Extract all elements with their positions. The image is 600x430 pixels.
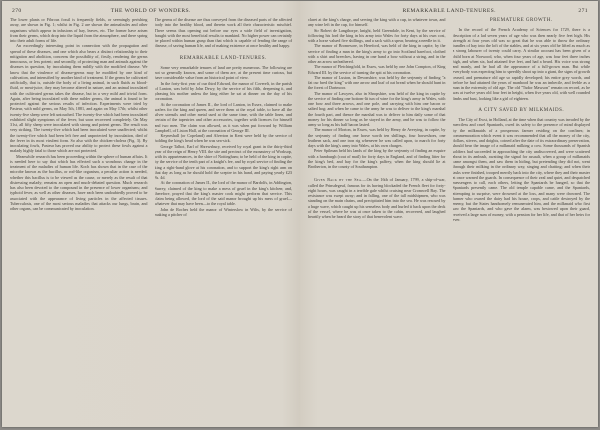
paragraph: Keyneshall (or Copeland) and Alverton in Kent were held by the service of holding the king's head when he was sea-sick. [154, 133, 292, 144]
paragraph-text: —On the 16th of January, 1799, a ship-of-war, called the Prinsdegeuf, famous for its having blockaded the French fleet for forty-eight hours, was caught in a terrible gale whilst cruising near Cromwell Bay. The resistance was swept away; and in falling, one of the tall midshipmen, who was standing on the main chains, and precipitated him into the sea. He was rescued by a huge wave, which caught up his senseless body and hurled it back upon the deck of the vessel, where he was at once taken to the cabin, recovered, and laughed heartily when he heard the story of that benevolent wave. [308, 177, 446, 219]
paragraph: The germs of the disease are thus conveyed from the diseased parts of the affected body into the healthy blood, and therein work all their characteristic mischief. There seems thus opening out before our eyes a wide field of investigation, fraught with the most beneficial results to mankind. No higher power can certainly be placed within human grasp than that which is capable of fending the range of disease, of saving human life, and of making existence at once healthy and happy. [154, 17, 292, 49]
paragraph: At the coronation of James II., the lord of Lanton, in Essex, claimed to make wafers for the king and queen, and serve them at the royal table, to have all the silver utensils and other metal used at the same time, with the table linen, and certain of the tapestries and other accessories, together with licences for himself and two men. The claim was allowed, as it was when put forward by William Campbell, of Liston Hall, at the coronation of George III. [154, 101, 292, 133]
paragraph: An exceedingly interesting point in connection with the propagation and spread of these diseases, and one which also bears a distinct relationship to their mitigation and abolition, concerns the possibility of, firstly, rendering the germs innocuous, or less potent; and secondly, of protecting man and animals against the diseases in question, by inoculating them mildly with the modified disease. We know that the virulence of disease-germs may be modified by one kind of cultivation, and intensified by another kind of treatment. If the germs be cultivated artificially, that is, outside the body of a living animal, in such fluids as blood-fluid, or meat-juice, they may become altered in nature, and an animal inoculated with the cultivated germs takes the disease, but in a very mild and trivial form. Again, after being inoculated with these milder germs, the animal is found to be protected against the serious results of infection. Experiments were tried by Pasteur, with mild germs, on May 5th, 1881, and again on May 17th; whilst other twenty-five sheep were left untouched. The twenty-five which had been inoculated exhibited slight symptoms of the fever, but soon recovered completely. On May 31st, all fifty sheep were inoculated with strong and potent germs. The result was very striking. The twenty-five which had been inoculated were unaffected; whilst the twenty-five which had been left free and unprotected by inoculation, died of the fever in its most virulent form. So also with the chicken-cholera (Fig. 3). By inoculating fowls, Pasteur has proved our ability to protect these fowls against a malady highly fatal to those which are not protected. [10, 43, 148, 154]
paragraph: George Talbot, Earl of Shrewsbury, received by royal grant in the thirty-third year of the reign of Henry VIII. the site and precinct of the monastery of Worksop, with its appurtenances, in the shire of Nottingham; to be held of the king in capite, by the service of the tenth part of a knight's fee, and by royal service of finding the king a right-hand glove at his coronation, and to support the king's right arm on that day as long as he should hold the sceptre in his hand, and paying yearly £23 8s. 4d. [154, 143, 292, 180]
left-running-title: THE WORLD OF WONDERS. [110, 8, 191, 14]
right-column-1 [308, 17, 446, 421]
run-in-heading: Given Back by the Sea. [314, 177, 363, 183]
left-columns [10, 17, 292, 421]
section-title: REMARKABLE LAND-TENURES. [179, 55, 267, 61]
right-column-2 [453, 17, 591, 421]
right-page-number: 271 [578, 8, 588, 14]
paragraph: claret at the king's charge, and serving the king with a cup, in whatever town, and any wine left in the cup, for himself. [308, 17, 446, 28]
book-spread [2, 1, 598, 427]
paragraph: The manor of Fletchingfold, in Essex, was held by one John Compton, of King Edward III. by the service of turning the spit at his coronation. [308, 64, 446, 75]
paragraph: In the forty-first year of our third Edward, the manor of Coverelt, in the parish of Lanton, was held by John Dewy, by the service of his fifth, deepening it, and pleasing his mother unless the king either he sat at dinner on the day of his coronation. [154, 80, 292, 102]
section-title: PREMATURE GROWTH. [489, 18, 553, 23]
paragraph: The manor of Bromesore, in Hereford, was held of the king in capite, by the service of finding a man in the king's army to go into Scotland barefoot, clothed with a shirt and breeches, having in one hand a bow without a string, and in the other an arrow unfeathered. [308, 43, 446, 64]
paragraph: The manor of Morton, in Essex, was held by Henry de Averying, in capite, by the serjeanty of finding one horse worth ten shillings, four horseshoes, one leathern sack, and one iron rig whenever he was called upon, to march for forty days with the king's army into Wales, at his own charges. [308, 127, 446, 148]
right-running-title: REMARKABLE LAND-TENURES. [402, 8, 496, 14]
left-page [2, 1, 300, 427]
right-running-head [308, 8, 590, 17]
left-page-number: 270 [12, 8, 22, 14]
left-column-2 [155, 17, 293, 421]
paragraph: Some very remarkable tenures of land are preity numerous. The following are not so generally known, and some of them are, at the present time curious, but have considerable value from an historical point of view. [154, 64, 292, 81]
paragraph: Sir Robert de Langthorpe, knight, held Greendale, in Kent, by the service of following his lord the king in his army into Wales for forty days at his own cost, with a horse valued five shillings, and a sack with a spear, bearing a needle in it. [308, 27, 446, 43]
paragraph: The City of Ewst, in Holland, at the time when that country was invaded by the merciless and cruel Spaniards, owed its safety to the presence of mind displayed by the milkmaids of a prosperous farmer residing on the confines; in commemoration which event it was recommended that all the money of the city, dollars, stivers, and doights, coined after the date of its extraordinary preservation, should bear the image of a milkmaid milking a cow. Some thousands of Spanish soldiers had succeeded in approaching the city undiscovered, and were scattered about in its ambush, awaiting the signal for assault, when a group of milkmaids came amongst them, and saw them in hiding, but pretending they did not, went through their milking in the ordinary way, singing and chatting; and when their tasks were finished, trooped merrily back into the city, where they and their master at once warned the guards. In consequence of their zeal and quiet, and despatched messengers to call, each others, letting the Spaniards be hanged, so that the Spaniards presently came. The old temple capable came, and the Spaniards, attempting to surprise, were drowned at the loss, and many were drowned. The farmer who owned the dairy had his house, crops, and cattle destroyed by the enemy, but the States handsomely remunerated him, and the milkmaid who first saw the Spaniards, and who gave the alarm, was bestowed upon their guard, received a large sum of money, with a pension for her life, and that of her heirs for ever. [452, 117, 590, 222]
section-title: A CITY SAVED BY MILKMAIDS. [478, 107, 565, 113]
paragraph: In the record of the French Academy of Sciences for 1729, there is a description of a lad seven years of age who was then nearly five feet high. His strength at four years old was so great that he was able to throw the ordinary bundles of hay into the loft of the stables, and at six years old he lifted as much as a strong labourer of twenty could carry. A similar account has been given of a child born at Norwood, who, when four years of age, was four feet three inches high, and when six, had attained five feet, and had a beard. His voice was strong and manly, and he had all the appearance of a full-grown man. But while everybody was expecting him to speedily shoot up into a giant, the signs of growth ceased, and premature old age so rapidly developed; his entire grey words, and before he had attained the years of manhood he was an imbecile, and feeble as a man in the extremity of old age. The old "Tudor Mawson" remain on record, as he was at twelve years old four feet in height, when five years old, with well rounded limbs and bust, looking like a girl of eighteen. [452, 27, 590, 101]
paragraph: The manor of Lawyers, also in Shropshire, was held of the king in capite by the service of finding one bottom-lit tun of wine for the king's army in Wales, with one bow and three arrows, and one pole, and carrying with him one bacon or salted hog; and when he came to the army he was to deliver to the king's marshal the fourth part, and thence the marshal was to deliver to him daily some of that money for his dinner so long as he stayed in the army, and he was to follow the army so long as his half bacon lasted. [308, 90, 446, 127]
paragraph: Peter Spilman held his lands of the king by the serjeanty of finding an esquire with a hamburgh (coat of mail) for forty days in England, and of finding litter for the king's bed, and hay for the king's palfrey, when the king should lie at Brotherton, in the county of Southampton. [308, 148, 446, 169]
paragraph: The manor of Luston, in Devonshire, was held by the serjeanty of finding "a fat cur bred the king" with one arrow and loaf of oat bread when he should hunt in the forest of Dartmoor. [308, 74, 446, 91]
right-page [300, 1, 598, 427]
paragraph: Meanwhile research has been proceeding within the sphere of human affairs. It is needed here to say that which has effected such a wondrous change in the treatment of the maladies of human life. Koch has shown that in the case of the microbe known as the bacillus, or rod-like organism, a peculiar action is needed, whether this bacillus is to be viewed as the cause, or merely as the result of that distressing malady; remains an open and much-debated question. Much research has also been devoted to the compound in the presence of lower organisms; and typhoid fever, as well as other diseases, have each been undoubtedly proved to be associated with the appearance of living particles in the affected tissues. Tuberculosis, one of the most serious maladies that attacks our lungs, brain, and other organs, can be communicated by inoculation. [10, 153, 148, 211]
left-running-head [10, 8, 292, 17]
left-column-1 [10, 17, 148, 421]
paragraph: John de Roches held the manor of Winterslow in Wilts, by the service of making a pitcher of [154, 206, 292, 217]
right-columns [308, 17, 590, 421]
paragraph [308, 177, 446, 219]
paragraph: The lower plants or Fibrous fossil is frequently fields, or seemingly perishing away, are shown in Fig. 1; whilst in Fig. 2 are shown the animalcules and other organisms which appear in infusions of hay, leaves, etc. The former have arisen from their germs, which drop into the liquid from the atmosphere, and there spring into their adult forms of life. [10, 17, 148, 43]
paragraph: At the coronation of James II., the lord of the manor of Bardolfs, in Addington, Surrey, claimed of the king to make a mess of gruel in the king's kitchen; and, therefore, prayed that the king's master cook might perform that service. This claim being allowed, the lord of the said manor brought up his mess of gruel—whatever that may have been—to the royal table. [154, 180, 292, 207]
